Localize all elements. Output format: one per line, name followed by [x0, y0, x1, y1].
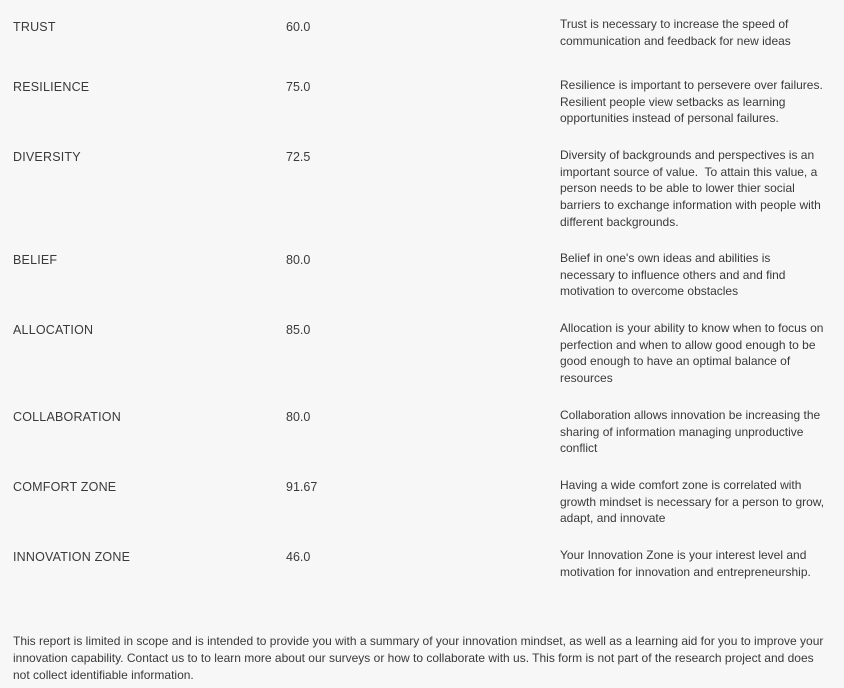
dimension-name: COLLABORATION [13, 410, 121, 424]
dimension-description: Allocation is your ability to know when to focus on perfection and when to allow good enough to be good enough to have an optimal balance of resources [560, 321, 827, 386]
dimension-description: Resilience is important to persevere over failures. Resilient people view setbacks as learning opportunities instead of personal failures. [560, 78, 827, 126]
dimension-name: RESILIENCE [13, 80, 90, 94]
dimension-score: 91.67 [286, 480, 318, 494]
dimension-score: 46.0 [286, 550, 311, 564]
dimension-description: Collaboration allows innovation be increasing the sharing of information managing unproductive conflict [560, 408, 824, 456]
dimension-name: ALLOCATION [13, 323, 94, 337]
dimension-description: Your Innovation Zone is your interest level and motivation for innovation and entrepreneurship. [560, 548, 811, 579]
dimension-name: BELIEF [13, 253, 58, 267]
dimension-name: TRUST [13, 20, 56, 34]
dimension-score: 75.0 [286, 80, 311, 94]
dimension-score: 80.0 [286, 410, 311, 424]
report-disclaimer: This report is limited in scope and is intended to provide you with a summary of your innovation mindset, as well as a learning aid for you to improve your innovation capability. Contact us to to learn more about our surveys or how to collaborate with us. This form is not part of the research project and does not collect identifiable information. [13, 634, 824, 682]
dimension-name: DIVERSITY [13, 150, 81, 164]
dimension-score: 60.0 [286, 20, 311, 34]
dimension-score: 85.0 [286, 323, 311, 337]
dimension-description: Diversity of backgrounds and perspectives is an important source of value. To attain this value, a person needs to be able to lower thier social barriers to exchange information with people with different backgrounds. [560, 148, 825, 229]
dimension-name: COMFORT ZONE [13, 480, 117, 494]
dimension-name: INNOVATION ZONE [13, 550, 131, 564]
dimension-score: 80.0 [286, 253, 311, 267]
dimension-description: Belief in one's own ideas and abilities is necessary to influence others and and find motivation to overcome obstacles [560, 251, 789, 299]
dimension-description: Trust is necessary to increase the speed of communication and feedback for new ideas [560, 17, 792, 48]
dimension-score: 72.5 [286, 150, 311, 164]
dimension-description: Having a wide comfort zone is correlated with growth mindset is necessary for a person to grow, adapt, and innovate [560, 478, 828, 526]
